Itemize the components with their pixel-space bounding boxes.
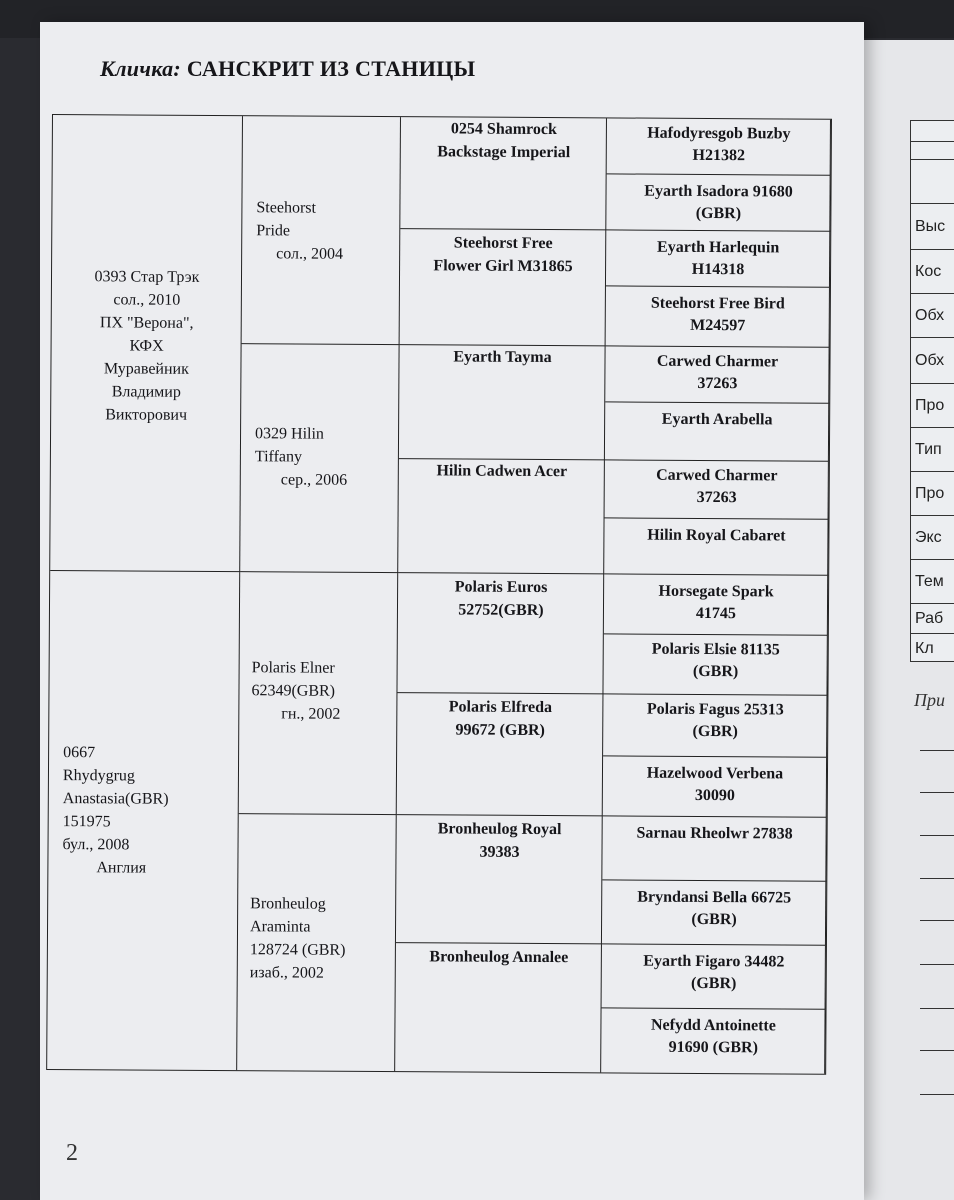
form-row: Тем [911, 559, 954, 603]
sire-info [51, 265, 242, 427]
gen4-cell [605, 460, 829, 519]
sire-owner-line: Викторович [105, 406, 188, 424]
sire-sire-name-line: Pride [256, 222, 291, 240]
writing-line [920, 1008, 954, 1009]
dam-name-line: Rhydygrug [62, 767, 136, 785]
gen4-name [603, 822, 827, 845]
dam-name-line: 0667 [63, 744, 96, 762]
gen4-name [602, 886, 826, 931]
writing-line [920, 750, 954, 751]
sire-owner-line: ПХ "Верона", [99, 314, 194, 332]
gen3-line: Bronheulog Royal [437, 820, 562, 839]
gen3-line: Eyarth Tayma [453, 348, 552, 367]
gen3-name [396, 817, 602, 864]
dam-name-line: Anastasia(GBR) [62, 790, 169, 808]
gen4-cell [603, 756, 827, 817]
sire-dam-info [255, 422, 348, 492]
writing-line [920, 1094, 954, 1095]
gen3-cell [398, 459, 605, 574]
gen4-cell [607, 118, 831, 175]
gen4-cell [602, 944, 826, 1009]
gen4-line: Hilin Royal Cabaret [647, 526, 786, 545]
gen4-cell [604, 574, 828, 635]
gen3-line: Hilin Cadwen Acer [436, 462, 568, 481]
sire-owner-line: Муравейник [103, 360, 189, 378]
form-row: Кл [911, 633, 954, 663]
gen4-name [604, 524, 828, 547]
gen3-name [400, 231, 606, 278]
notes-label: При [914, 690, 945, 710]
gen4-line: (GBR) [692, 722, 738, 741]
gen4-name [605, 464, 829, 509]
gen4-name [604, 638, 828, 683]
form-row: Про [911, 383, 954, 427]
gen4-line: Hazelwood Verbena [646, 764, 784, 783]
sire-dam-name-line: Tiffany [254, 448, 303, 466]
gen3-cell [399, 345, 606, 460]
gen3-line: Bronheulog Annalee [429, 948, 569, 967]
gen3-name [399, 459, 605, 483]
gen4-line: Nefydd Antoinette [650, 1016, 776, 1035]
writing-line [920, 964, 954, 965]
gen3-cell [400, 117, 607, 230]
form-row: Выс [911, 203, 954, 249]
gen4-line: Eyarth Arabella [661, 410, 773, 429]
dam-cell [47, 571, 240, 1070]
gen4-line: Horsegate Spark [658, 582, 774, 601]
sire-name: 0393 Стар Трэк [94, 268, 200, 286]
gen4-line: 30090 [694, 786, 735, 805]
gen4-line: Bryndansi Bella 66725 [637, 888, 792, 907]
gen4-cell [606, 174, 830, 231]
gen4-line: Polaris Fagus 25313 [646, 700, 784, 719]
gen4-cell [603, 634, 827, 695]
dam-dam-cell [237, 814, 397, 1071]
form-row-blank [911, 159, 954, 203]
sire-dam-name-line: 0329 Hilin [254, 425, 324, 443]
writing-line [920, 920, 954, 921]
gen4-cell [602, 880, 826, 945]
form-row: Обх [911, 337, 954, 383]
gen4-line: 91690 (GBR) [668, 1038, 759, 1057]
gen4-line: Eyarth Isadora 91680 [644, 182, 793, 201]
gen4-line: Eyarth Harlequin [657, 238, 780, 257]
gen3-name [396, 945, 602, 969]
gen4-name [606, 180, 830, 225]
gen3-cell [396, 815, 603, 944]
gen4-cell [601, 1008, 825, 1073]
dam-sire-cell [239, 572, 398, 815]
writing-line [920, 878, 954, 879]
gen4-name [605, 408, 829, 431]
horse-name: САНСКРИТ ИЗ СТАНИЦЫ [186, 56, 476, 81]
dam-name-line: 151975 [62, 813, 111, 831]
dam-dam-color-year: изаб., 2002 [249, 964, 324, 982]
gen4-cell [604, 518, 828, 575]
gen4-line: M24597 [690, 316, 746, 335]
gen4-name [606, 236, 830, 281]
gen4-line: (GBR) [690, 974, 737, 993]
gen3-name [398, 575, 604, 622]
gen3-line: Backstage Imperial [437, 143, 571, 162]
gen4-cell [602, 816, 826, 881]
sire-sire-color-year: сол., 2004 [276, 245, 344, 263]
gen4-name [603, 698, 827, 743]
gen3-name [397, 695, 603, 742]
sire-owner-line: Владимир [111, 383, 181, 401]
sire-dam-color-year: сер., 2006 [280, 471, 348, 489]
gen4-name [602, 950, 826, 995]
sire-dam-cell [240, 344, 399, 573]
evaluation-form [910, 120, 954, 662]
gen4-cell [605, 346, 829, 403]
page-title [100, 56, 475, 82]
gen4-line: Hafodyresgob Buzby [647, 124, 791, 143]
dam-color-year: бул., 2008 [62, 836, 130, 854]
sire-owner-line: КФХ [129, 337, 164, 355]
left-page [40, 22, 864, 1200]
dam-sire-name-line: 62349(GBR) [251, 682, 336, 700]
gen4-name [605, 350, 829, 395]
gen4-name [603, 762, 827, 807]
gen3-line: 39383 [479, 843, 520, 861]
gen3-name [401, 117, 607, 164]
gen3-cell [397, 693, 604, 816]
form-row-blank [911, 141, 954, 159]
gen4-cell [606, 230, 830, 287]
gen4-line: 37263 [697, 374, 738, 393]
sire-sire-cell [242, 116, 401, 345]
dam-info [62, 741, 169, 880]
gen4-line: Sarnau Rheolwr 27838 [636, 824, 793, 843]
gen4-line: (GBR) [692, 662, 739, 681]
dam-dam-name-line: 128724 (GBR) [249, 941, 346, 959]
form-row: Экс [911, 515, 954, 559]
form-row: Обх [911, 293, 954, 337]
gen3-line: Flower Girl M31865 [433, 257, 573, 276]
pedigree-table [46, 114, 832, 1075]
gen4-line: Polaris Elsie 81135 [651, 640, 780, 659]
gen3-line: Polaris Euros [454, 578, 548, 597]
dam-dam-info [250, 892, 346, 985]
dam-sire-color-year: гн., 2002 [281, 705, 341, 723]
writing-line [920, 835, 954, 836]
gen4-line: Carwed Charmer [656, 466, 778, 485]
gen4-line: 37263 [696, 488, 737, 507]
gen4-name [607, 122, 831, 167]
gen4-line: Carwed Charmer [656, 352, 779, 371]
gen3-line: Polaris Elfreda [448, 698, 553, 717]
dam-dam-name-line: Araminta [249, 918, 311, 936]
gen3-cell [395, 943, 602, 1072]
gen3-name [399, 345, 605, 369]
gen4-cell [605, 402, 829, 461]
gen4-name [606, 292, 830, 337]
form-row: Тип [911, 427, 954, 471]
form-row: Кос [911, 249, 954, 293]
gen4-line: 41745 [695, 604, 737, 623]
gen4-cell [606, 286, 830, 347]
gen4-line: Steehorst Free Bird [650, 294, 785, 313]
dam-sire-info [251, 656, 341, 726]
sire-sire-info [256, 196, 343, 266]
gen4-line: (GBR) [695, 204, 742, 223]
dam-country: Англия [96, 859, 147, 877]
writing-line [920, 792, 954, 793]
sire-cell [50, 115, 243, 572]
gen3-line: Steehorst Free [453, 234, 553, 253]
gen4-line: Eyarth Figaro 34482 [643, 952, 785, 971]
gen4-cell [603, 694, 827, 757]
page-number: 2 [66, 1140, 78, 1166]
gen4-line: (GBR) [691, 910, 737, 929]
form-row: Про [911, 471, 954, 515]
dam-dam-name-line: Bronheulog [250, 895, 326, 913]
sire-sire-name-line: Steehorst [256, 199, 317, 217]
gen4-line: H14318 [691, 260, 745, 279]
gen3-line: 0254 Shamrock [450, 120, 557, 139]
gen3-line: 52752(GBR) [458, 601, 544, 620]
writing-line [920, 1050, 954, 1051]
gen3-cell [397, 573, 604, 694]
gen3-line: 99672 (GBR) [455, 721, 545, 740]
gen3-cell [400, 229, 607, 346]
gen4-name [604, 580, 828, 625]
form-row: Раб [911, 603, 954, 633]
title-label: Кличка: [100, 56, 182, 81]
dam-sire-name-line: Polaris Elner [251, 659, 335, 677]
gen4-name [601, 1014, 825, 1059]
sire-color-year: сол., 2010 [113, 291, 181, 309]
gen4-line: H21382 [692, 146, 746, 165]
